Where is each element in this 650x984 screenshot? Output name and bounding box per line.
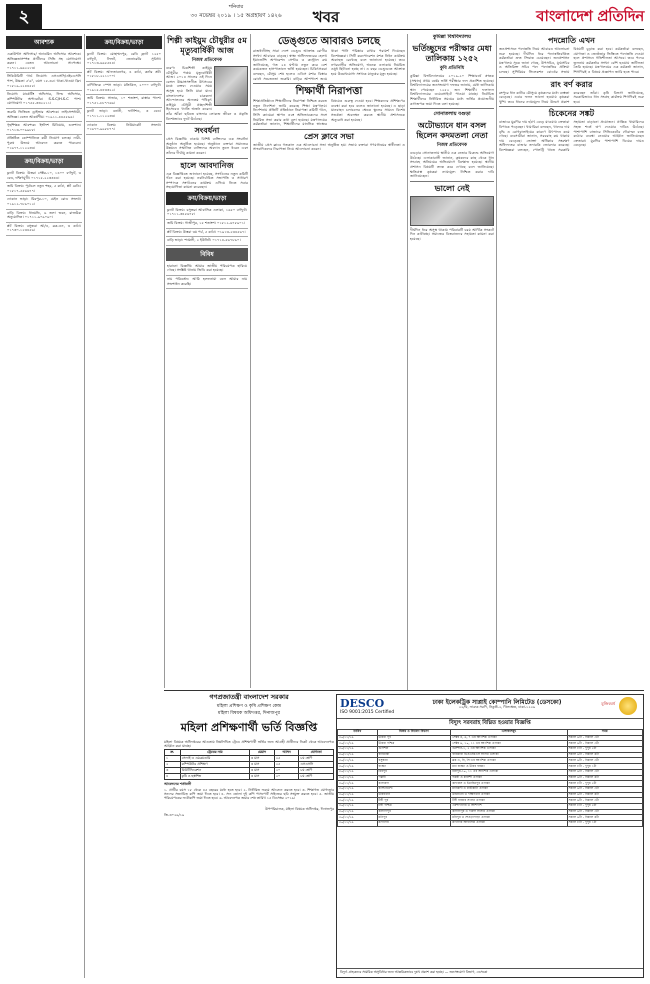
story-headline: প্রেস ক্লাবে সভা [304, 131, 354, 141]
divider [410, 181, 494, 182]
table-cell: ২০ [274, 767, 299, 773]
notice-table [164, 749, 334, 780]
story-body: বাজারে মুরগির দাম হঠাৎ বেড়ে যাওয়ায় ক্রেতারা বিপাকে পড়েছেন। খামারিরা বলছেন, খাদ্যের দাম বৃদ্ধি ও রোগবালাইয়ের কারণে উৎপাদন কমে গেছে। ব্যবসায়ীরা জানান, সরবরাহ কম থাকায় দাম বেড়েছে। ভোক্তা অধিকার সংরক্ষণ অধিদফতর বাজার তদারকি জোরদার করেছে। বিশেষজ্ঞরা বলছেন, পোলট্রি খাতে সরকারি সহায়তা বাড়ানো প্রয়োজন। প্রান্তিক খামারিদের সহজ শর্তে ঋণ দেওয়ার দাবিও উঠেছে। পাশাপাশি বাজারে সিন্ডিকেটের দৌরাত্ম্য বন্ধে কঠোর ব্যবস্থা নেওয়ার আহ্বান জানিয়েছেন ক্রেতারা। মুরগির পাশাপাশি ডিমের দামও বেড়েছে। [499, 120, 644, 152]
category-heading: ক্রয়/বিক্রয়/ভাড়া [6, 155, 82, 168]
table-cell: ৩০/১১/১৯ [338, 735, 378, 741]
table-cell: ৩০/১১/১৯ [338, 815, 378, 821]
table-cell: সেক্টর ৯, ১০, ১১ এর আংশিক এলাকা [451, 741, 567, 747]
category-heading: ক্রয়/বিক্রয়/ভাড়া [86, 36, 162, 49]
table-body [338, 735, 643, 826]
classified-ad: ফ্ল্যাট বিক্রয়: উত্তরা সেক্টর-১০, ১৪০০ বর্গফুট, ৩ বেড, দক্ষিণমুখী। ০১৭১৫-২২৩৩৪৪। [6, 170, 82, 183]
government-notice-ad [164, 692, 334, 978]
table-cell: সকাল ৮টা - দুপুর ১টা [567, 821, 642, 827]
notice-intro: মহিলা বিষয়ক অধিদপ্তরের আওতায় নিম্নলিখিত ট্রেডে প্রশিক্ষণার্থী ভর্তির জন্য আগ্রহী প্রার্থীদের নিকট থেকে আবেদনপত্র আহ্বান করা যাচ্ছে। [164, 740, 334, 749]
table-cell: ৩ মাস [249, 773, 274, 779]
story-kicker: সোনাতলায় বগুড়া [433, 111, 471, 118]
classified-ad: নিয়োগ: মার্কেটিং অফিসার, ফিল্ড অফিসার, কম্পিউটার অপারেটর। S.S.C/H.S.C পাশ। যোগাযোগ ০১৭৫৫-৩৩২২১১। [6, 91, 82, 109]
classified-ad: প্লট বিক্রয়: আফতাবনগর, ৪ কাঠা, কর্নার প্লট। ০১৮১৮-২২১১০০। [86, 69, 162, 82]
table-cell: সকাল ৯টা - বিকাল ৪টা [567, 815, 642, 821]
table-cell: ৩০/১১/১৯ [338, 809, 378, 815]
story-byline: কুবি প্রতিনিধি [439, 66, 465, 71]
table-cell: ব্লক এ, বি, সি এর আংশিক এলাকা [451, 758, 567, 764]
category-heading: বিবিধ [166, 248, 248, 261]
notice-conditions: ১. প্রার্থীর বয়স ১৮ থেকে ৪৫ বছরের মধ্যে হতে হবে। ২. নির্ধারিত ফরমে আবেদন করতে হবে। ৩. শিক্ষাগত যোগ্যতার সনদের সত্যায়িত কপি জমা দিতে হবে। ৪. সদ্য তোলা দুই কপি পাসপোর্ট সাইজের ছবি সংযুক্ত করতে হবে। ৫. জাতীয় পরিচয়পত্রের ফটোকপি জমা দিতে হবে। ৬. আবেদনপত্র জমার শেষ তারিখ ১৫ ডিসেম্বর ২০১৯। [164, 787, 334, 801]
table-cell: উত্তরা পশ্চিম [377, 741, 451, 747]
page-header [6, 4, 644, 30]
news-column-4 [253, 34, 405, 690]
divider [253, 129, 405, 130]
table-cell: ৩০/১১/১৯ [338, 752, 378, 758]
table-cell: ৩০/১১/১৯ [338, 798, 378, 804]
table-cell: মিরপুর-১০, ১১ এর আংশিক এলাকা [451, 769, 567, 775]
table-cell: রূপনগর [377, 821, 451, 827]
story-headline: পদন্নোতি এখন [548, 36, 595, 45]
portrait-photo [214, 66, 248, 106]
table-cell: ৩০/১১/১৯ [338, 747, 378, 753]
story-body: দীর্ঘদিন ধরে অসুস্থ থাকায় পরিবারটি চরম আর্থিক সংকটে দিন কাটাচ্ছে। সমাজের বিত্তবানদের সহায়তা কামনা করা হয়েছে। [410, 227, 494, 241]
story-with-photo [166, 66, 248, 121]
table-cell: কাফরুল [377, 781, 451, 787]
table-cell: ৩ [165, 767, 181, 773]
table-cell: উত্তরখান [377, 792, 451, 798]
table-cell: উত্তরা পূর্ব [377, 735, 451, 741]
classified-ad: নাম পরিবর্তন: আমি হলফনামা বলে আমার নাম সংশোধন করেছি। [166, 276, 248, 289]
story-body: রাজধানীসহ সারা দেশে ডেঙ্গু আক্রান্ত রোগীর সংখ্যা আবারও বাড়ছে। স্বাস্থ্য অধিদফতরের হেলথ ইমার্জেন্সি অপারেশন সেন্টার ও কন্ট্রোল রুম জানিয়েছে, গত ২৪ ঘণ্টায় নতুন করে বেশ কয়েকজন হাসপাতালে ভর্তি হয়েছেন। চিকিৎসকরা বলছেন, মৌসুম শেষ হলেও এডিস মশার বিস্তার রোধে সচেতনতা জরুরি। বাড়ির আশপাশে জমে থাকা পানি পরিষ্কার রাখার পরামর্শ দিয়েছেন বিশেষজ্ঞরা। সিটি করপোরেশন মশক নিধন কার্যক্রম অব্যাহত রেখেছে বলে জানানো হয়েছে। তবে নগরবাসীর অভিযোগ, অনেক এলাকায় নিয়মিত ওষুধ ছিটানো হচ্ছে না। এ বছর ডেঙ্গুতে আক্রান্ত হয়ে উল্লেখযোগ্য সংখ্যক মানুষের মৃত্যু হয়েছে। [253, 49, 405, 81]
table-header-cell: বিক্রয় ও বিতরণ বিভাগ [377, 730, 451, 736]
table-cell: ৩০/১১/১৯ [338, 758, 378, 764]
story-headline: শিল্পী কাইয়ুম চৌধুরীর ৫ম মৃত্যুবার্ষিকী আজ [167, 36, 247, 55]
story-kicker: কুমিল্লা বিশ্ববিদ্যালয় [433, 34, 471, 40]
story-body: বরেণ্য চিত্রশিল্পী কাইয়ুম চৌধুরীর পঞ্চম মৃত্যুবার্ষিকী আজ। ২০১৪ সালের এই দিনে বেঙ্গল উচ্চাঙ্গসংগীত উৎসবের মঞ্চে বক্তব্য দেওয়ার সময় অসুস্থ হয়ে তিনি মারা যান। বাংলাদেশের চারুকলা আন্দোলনের অন্যতম পথিকৃৎ কাইয়ুম চৌধুরী প্রচ্ছদশিল্পী হিসেবেও খ্যাতি অর্জন করেন। তাঁর আঁকা ছবিতে বাংলার লোকজ জীবন ও প্রকৃতি বিশেষভাবে ফুটে উঠেছে। [166, 66, 248, 121]
table-cell: ১ [165, 755, 181, 761]
table-cell: কাফরুল ও ইব্রাহিমপুর এলাকা [451, 781, 567, 787]
table-cell: ৩০/১১/১৯ [338, 821, 378, 827]
column-rule [496, 34, 497, 690]
table-cell: ৩০/১১/১৯ [338, 803, 378, 809]
table-cell: সকাল ৯টা - বিকাল ৩টা [567, 798, 642, 804]
notice-footer: বিদ্যুৎ গ্রাহকদের সাময়িক অসুবিধার জন্য আন্তরিকভাবে দুঃখ প্রকাশ করা হচ্ছে। — জনসংযোগ বিভাগ, ডেসকো [337, 968, 643, 977]
story-headline: সংবর্ধনা [194, 126, 220, 136]
table-cell: সকাল ৯টা - বিকাল ৪টা [567, 752, 642, 758]
classified-ad: বাণিজ্যিক স্পেস ভাড়া: মতিঝিল, ২০০০ বর্গফুট। ০১৯১৫-৪৪৩৩২২। [86, 82, 162, 95]
classified-ad: জমি বিক্রয়: পূর্বাচল নতুন শহর, ৫ কাঠা, প্লট রেডি। ০১৮১৭-৫৫৬৬৭৭। [6, 183, 82, 196]
divider [253, 83, 405, 84]
classified-ad: বাড়ি ভাড়া: শ্যামলী, ২ ইউনিট। ০১৭১৪-৫৬৭৮৯০। [166, 237, 248, 246]
table-cell: কল্যাণপুর ও দারুস সালাম এলাকা [451, 809, 567, 815]
classified-ad: সিকিউরিটি গার্ড নিয়োগ: এসএসসি/এইচএসসি পাশ, উচ্চতা ৫'৬", বয়স ১৮-৩৫। থাকা-খাওয়া ফ্রি। ০১৮১৯-২২৪৪৫৫। [6, 73, 82, 91]
story-headline: চিকেনের সঙ্কট [548, 109, 595, 119]
table-cell: সকাল ৯টা - বিকাল ৩টা [567, 758, 642, 764]
table-cell: সকাল ৯টা - বিকাল ৩টা [567, 741, 642, 747]
table-cell: টঙ্গী পূর্ব [377, 798, 451, 804]
news-photo [410, 196, 494, 226]
story-body: রংপুরে ধান কাটার মৌসুমে কৃষকদের মধ্যে ব্যস্ততা বেড়েছে। এবার ফলন ভালো হওয়ায় কৃষকরা খুশি। তবে ধানের ন্যায্যমূল্য নিয়ে উদ্বেগ প্রকাশ করেছেন তাঁরা। কৃষি বিভাগ জানিয়েছে, সরকারিভাবে ধান সংগ্রহ কার্যক্রম শিগগিরই শুরু হবে। [499, 90, 644, 104]
story-byline: নিজস্ব প্রতিবেদক [191, 58, 223, 63]
notice-signature: উপপরিচালক, মহিলা বিষয়ক অধিদপ্তর, দিনাজপুর [265, 806, 334, 811]
story-byline: নিজস্ব প্রতিবেদক [436, 143, 468, 149]
table-cell: ৩০/১১/১৯ [338, 792, 378, 798]
table-cell: এরশাদনগর ও আশপাশ [451, 803, 567, 809]
table-cell: মানিকদী ও মাটিকাটা এলাকা [451, 786, 567, 792]
divider [166, 123, 248, 124]
table-cell: ৩০/১১/১৯ [338, 786, 378, 792]
table-cell: ক্যান্টনমেন্ট [377, 786, 451, 792]
ad-separator [164, 690, 644, 691]
notice-office-line: মহিলা প্রশিক্ষণ ও কৃষি প্রশিক্ষণ কেন্দ্র [216, 704, 282, 709]
notice-subtitle: বিদ্যুৎ সরবরাহ বিঘ্নিত হওয়ার বিজ্ঞপ্তি [449, 720, 531, 726]
table-header-cell: ট্রেডের নাম [180, 749, 249, 755]
table-cell: রূপনগর আবাসিক এলাকা [451, 821, 567, 827]
table-cell: বারিধারা ডিওএইচএস সংলগ্ন এলাকা [451, 752, 567, 758]
issue-date: ৩০ নভেম্বর ২০১৯ । ১৫ অগ্রহায়ণ ১৪২৬ [190, 13, 282, 19]
table-cell: সেক্টর ৪, ৬, ৭ এর আংশিক এলাকা [451, 735, 567, 741]
classifieds-column-2 [86, 34, 162, 688]
table-cell: ৩০/১১/১৯ [338, 775, 378, 781]
story-body: জাতীয় প্রেস ক্লাবে গতকাল এক আলোচনা সভা অনুষ্ঠিত হয়। সভায় বক্তারা গণমাধ্যমের স্বাধীনতা ও সাংবাদিকদের নিরাপত্তা নিয়ে আলোচনা করেন। [253, 142, 405, 152]
story-headline: অটোভ্যানে ধান বসল ছিলেন কদমতলা নেতা [416, 121, 488, 141]
table-cell: সকাল ৮টা - দুপুর ২টা [567, 781, 642, 787]
desco-notice-ad [336, 694, 644, 978]
table-cell: মধ্য বাড্ডা ও উত্তর বাড্ডা [451, 764, 567, 770]
table-cell: সকাল ৯টা - বিকাল ৪টা [567, 792, 642, 798]
table-cell: কল্যাণপুর [377, 809, 451, 815]
desco-header [337, 695, 643, 719]
notice-title: মহিলা প্রশিক্ষণার্থী ভর্তি বিজ্ঞপ্তি [180, 721, 318, 734]
section-title: খবর [312, 8, 340, 26]
story-headline: ডেঙ্গুতে আবারও চলছে [277, 36, 381, 47]
table-header-cell: এলাকাসমূহ [451, 730, 567, 736]
story-headline: রাং বর্ণ করার [550, 79, 593, 89]
table-cell: ২ [165, 761, 181, 767]
table-cell: সকাল ৯টা - বিকাল ৩টা [567, 735, 642, 741]
table-header-cell: আসন [274, 749, 299, 755]
table-cell: গুলশান [377, 747, 451, 753]
masthead-logo: বাংলাদেশ প্রতিদিন [536, 7, 644, 25]
table-cell: বারিধারা [377, 752, 451, 758]
table-cell: সকাল ৮টা - দুপুর ২টা [567, 803, 642, 809]
table-cell: ২০ [274, 773, 299, 779]
table-cell: ৮ম শ্রেণি [299, 773, 334, 779]
table-cell: পল্লবী ও কালশী এলাকা [451, 775, 567, 781]
table-cell: বিউটিফিকেশন [180, 767, 249, 773]
table-cell: টঙ্গী বাজার সংলগ্ন এলাকা [451, 798, 567, 804]
column-rule [164, 34, 165, 688]
classified-ad: প্লট বিক্রয়: বসুন্ধরা আ/এ, ব্লক-এন, ৩ কাঠা। ০১৭৩০-১২৩৪৫৬। [6, 223, 82, 236]
table-cell: ৮ম শ্রেণি [299, 755, 334, 761]
classified-ad: দোকান বিক্রয়: নিউমার্কেট সংলগ্ন। ০১৬৭০-৯৯৮৮৭৭। [86, 122, 162, 135]
classified-ad: প্লট বিক্রয়: উত্তরা ৩য় পর্ব, ৫ কাঠা। ০১৯১৩-২৩৪৫৬৭। [166, 229, 248, 238]
column-rule [250, 34, 251, 688]
notice-govt-line: গণপ্রজাতন্ত্রী বাংলাদেশ সরকার [209, 693, 289, 701]
table-cell: পল্লবী [377, 775, 451, 781]
divider [166, 158, 248, 159]
table-cell: বসুন্ধরা [377, 758, 451, 764]
story-body: প্রেস বিজ্ঞপ্তি: ঢাকায় বিশিষ্ট ব্যক্তিদের এক সংবর্ধনা অনুষ্ঠান অনুষ্ঠিত হয়েছে। অনুষ্ঠানে বক্তারা সমাজের উন্নয়নে সম্মানিত ব্যক্তিদের অবদান তুলে ধরেন এবং তাঁদের দীর্ঘায়ু কামনা করেন। [166, 137, 248, 155]
classified-ad: বাড়ি বিক্রয়: ধানমন্ডি, ৬ তলা ভবন, রাজউক অনুমোদিত। ০১৭১১-৯০৯০৯০। [6, 210, 82, 223]
table-cell: ৮ম শ্রেণি [299, 767, 334, 773]
news-column-6 [499, 34, 644, 690]
table-header-cell: সময় [567, 730, 642, 736]
table-cell: সেলাই ও এমব্রয়ডারি [180, 755, 249, 761]
table-cell: মনিপুর [377, 815, 451, 821]
table-row [338, 821, 643, 827]
table-cell: সকাল ৮টা - দুপুর ২টা [567, 747, 642, 753]
divider [410, 108, 494, 109]
column-rule [84, 34, 85, 978]
table-row [165, 773, 334, 779]
news-column-5 [410, 34, 494, 690]
classified-ad: হারানো বিজ্ঞপ্তি: আমার জাতীয় পরিচয়পত্র হারিয়ে গেছে। সংশ্লিষ্ট থানায় জিডি করা হয়েছে। [166, 263, 248, 276]
table-cell: ৩ মাস [249, 767, 274, 773]
slogan: মুজিববর্ষ [601, 701, 615, 706]
classified-ad: জমি বিক্রয়: গাজীপুর, ১৫ শতাংশ। ০১৮১২-৬৭৮৯০১। [166, 220, 248, 229]
company-name: ঢাকা ইলেকট্রিক সাপ্লাই কোম্পানি লিমিটেড (ডেসকো) [432, 699, 562, 706]
table-cell: ৩০/১১/১৯ [338, 764, 378, 770]
story-body: কুমিল্লা বিশ্ববিদ্যালয়ের ২০১৯-২০ শিক্ষাবর্ষে স্নাতক (সম্মান) প্রথম বর্ষের ভর্তি পরীক্ষার ফল প্রকাশিত হয়েছে। বিশ্ববিদ্যালয়ের জনসংযোগ দফতর জানায়, মেধা তালিকায় স্থান পেয়েছেন ১২৫২ জন শিক্ষার্থী। ফলাফল বিশ্ববিদ্যালয়ের ওয়েবসাইটে পাওয়া যাচ্ছে। নির্বাচিত শিক্ষার্থীদের নির্ধারিত সময়ের মধ্যে ভর্তির প্রয়োজনীয় কাগজপত্র জমা দিতে বলা হয়েছে। [410, 74, 494, 106]
table-cell: ২৫ [274, 755, 299, 761]
table-cell: ৩০/১১/১৯ [338, 769, 378, 775]
divider [499, 106, 644, 107]
table-header-cell: তারিখ [338, 730, 378, 736]
table-cell: সকাল ৮টা - দুপুর ১টা [567, 764, 642, 770]
issue-day: শনিবার [228, 4, 244, 10]
classified-ad: দোকান ভাড়া: মিরপুর-১০, মেইন রোড সংলগ্ন। ০১৯১২-৭৮৯০১২। [6, 196, 82, 209]
table-cell: কম্পিউটার প্রশিক্ষণ [180, 761, 249, 767]
table-cell: গুলশান-১, ২ এর আংশিক এলাকা [451, 747, 567, 753]
classified-ad: ফ্ল্যাট বিক্রয়: মোহাম্মদপুর, রেডি ফ্ল্যাট ১২৫০ বর্গফুট, লিফট, জেনারেটর সুবিধা। ০১৭১৩-৬৬৫৫৪৪। [86, 51, 162, 69]
classified-ad: ফ্ল্যাট ভাড়া: বনানী, ফার্নিশড, ৩ বেড। ০১৭১১-১১২২৩৩। [86, 108, 162, 121]
table-cell: কৃষি ও হস্তশিল্প [180, 773, 249, 779]
company-address: ২২/বি, ফারুক সরণি, নিকুঞ্জ-২, খিলক্ষেত, ঢাকা-১২২৯ [458, 705, 536, 709]
table-cell: সকাল ৯টা - বিকাল ৩টা [567, 809, 642, 815]
story-headline: ভর্তিচ্ছুদের পরীক্ষার মেধা তালিকায় ১২৫২ [412, 44, 492, 63]
table-cell: সকাল ৯টা - বিকাল ৩টা [567, 769, 642, 775]
page-number: ২ [6, 4, 42, 30]
table-cell: উত্তরখান ও দক্ষিণখান এলাকা [451, 792, 567, 798]
divider [499, 77, 644, 78]
news-column-3 [166, 34, 248, 688]
classified-ad: গৃহশিক্ষক আবশ্যক: ইংলিশ মিডিয়াম, গুলশান। ০১৭১৩-০০৯৯৮৮। [6, 122, 82, 135]
desco-logo: DESCO [340, 697, 385, 710]
table-cell: ২৫ [274, 761, 299, 767]
outage-schedule-table [337, 729, 643, 827]
category-heading: আবশ্যক [6, 36, 82, 49]
story-headline: শিক্ষার্থী নিরাপত্তা [295, 86, 363, 98]
notice-conditions-title: আবেদনের শর্তাবলী [164, 781, 192, 786]
table-cell: এসএসসি [299, 761, 334, 767]
story-headline: হালে আবদানিজ [180, 160, 234, 170]
classified-ad: জমি বিক্রয়: সাভার, ১০ শতাংশ, রাস্তার পাশে। ০১৭৫১-৮৮৭৭৬৬। [86, 95, 162, 108]
column-rule [407, 34, 408, 690]
classified-ad: ফ্ল্যাট বিক্রয়: বসুন্ধরা আবাসিক এলাকা, ১৬৫০ বর্গফুট। ০১৭১১-৩৪৫৬৭৮। [166, 207, 248, 220]
table-cell: সকাল ৯টা - বিকাল ৪টা [567, 775, 642, 781]
classifieds-column-1 [6, 34, 82, 978]
table-cell: মিরপুর [377, 769, 451, 775]
classified-ad: একাউন্টস অফিসার/ অ্যাডমিন অফিসার আবশ্যক। অভিজ্ঞতাসম্পন্ন প্রার্থীদের সিভি সহ যোগাযোগ করুন। বেতন আলোচনা সাপেক্ষে। ০১৭১১-৬৬২২১৩। [6, 51, 82, 73]
table-cell: বাড্ডা [377, 764, 451, 770]
story-body: শিক্ষাপ্রতিষ্ঠানে শিক্ষার্থীদের নিরাপত্তা নিশ্চিত করতে নতুন নির্দেশনা জারি করেছে শিক্ষা মন্ত্রণালয়। নির্দেশনায় প্রতিটি প্রতিষ্ঠানে নিরাপত্তা কমিটি গঠন, সিসি ক্যামেরা স্থাপন এবং অভিভাবকদের সঙ্গে নিয়মিত সভা করার কথা বলা হয়েছে। মন্ত্রণালয়ের কর্মকর্তারা জানান, শিক্ষার্থীদের মানসিক স্বাস্থ্যের বিষয়েও গুরুত্ব দেওয়া হবে। শিক্ষকদের প্রশিক্ষণের ব্যবস্থা করা হবে বলেও জানানো হয়েছে। এ ছাড়া যানবাহন চলাচলের ক্ষেত্রে স্কুলের সামনে বিশেষ সতর্কতা অবলম্বন করতে স্থানীয় প্রশাসনকে অনুরোধ করা হয়েছে। [253, 99, 405, 127]
story-body: জনপ্রশাসনে পদোন্নতি নিয়ে আবারও আলোচনা শুরু হয়েছে। দীর্ঘদিন ধরে পদোন্নতিবঞ্চিত কর্মকর্তারা দ্রুত সিদ্ধান্ত চেয়েছেন। জনপ্রশাসন মন্ত্রণালয় সূত্রে জানা গেছে, উপসচিব, যুগ্মসচিব ও অতিরিক্ত সচিব পদে পদোন্নতির প্রক্রিয়া চলছে। সুপিরিয়র সিলেকশন বোর্ডের সভায় বিষয়টি চূড়ান্ত করা হবে। কর্মকর্তারা বলছেন, যোগ্যতা ও জ্যেষ্ঠতার ভিত্তিতে পদোন্নতি দেওয়া হলে প্রশাসনে গতিশীলতা আসবে। তবে পদের তুলনায় কর্মকর্তার সংখ্যা বেশি হওয়ায় জটিলতা তৈরি হয়েছে। মন্ত্রণালয়ের এক কর্মকর্তা জানান, শিগগিরই এ বিষয়ে প্রজ্ঞাপন জারি হতে পারে। [499, 47, 644, 74]
category-heading: ক্রয়/বিক্রয়/ভাড়া [166, 192, 248, 205]
table-cell: ৩ মাস [249, 755, 274, 761]
story-headline: ভালো নেই [434, 183, 470, 193]
table-cell: ৩০/১১/১৯ [338, 781, 378, 787]
classified-ad: জরুরি ভিত্তিতে ড্রাইভার আবশ্যক। লাইসেন্সধারী, অভিজ্ঞ। বেতন আকর্ষণীয়। ০১৯১১-৪৪৫৫৬৬। [6, 109, 82, 122]
classified-ad: প্রতিষ্ঠিত কোম্পানিতে কর্মী নিয়োগ চলছে। নারী-পুরুষ উভয়ে আবেদন করতে পারবেন। ০১৬৭৭-১১২২৩৩। [6, 135, 82, 153]
table-cell: ৪ [165, 773, 181, 779]
table-header-cell: ক্র. [165, 749, 181, 755]
story-body: বগুড়ার সোনাতলায় স্থানীয় এক নেতার বিরুদ্ধে অভিযোগ উঠেছে। এলাকাবাসী জানান, কৃষকদের কাছ থেকে ধান সংগ্রহে অনিয়মের অভিযোগে বিক্ষোভ হয়েছে। স্থানীয় প্রশাসন বিষয়টি তদন্ত করে দেখছে বলে জানিয়েছে। ক্ষতিগ্রস্ত কৃষকরা ন্যায্যমূল্য নিশ্চিত করার দাবি জানিয়েছেন। [410, 151, 494, 179]
table-cell: মনিপুর ও শেওড়াপাড়া এলাকা [451, 815, 567, 821]
table-cell: ৩ মাস [249, 761, 274, 767]
iso-badge: ISO 9001:2015 Certified [340, 710, 395, 715]
table-header-cell: মেয়াদ [249, 749, 274, 755]
story-body: এক বিজ্ঞপ্তিতে জানানো হয়েছে, সংগঠনের নতুন কমিটি গঠন করা হয়েছে। নবনির্বাচিত সভাপতি ও সাধারণ সম্পাদক সংগঠনের কার্যক্রম এগিয়ে নিতে সবার সহযোগিতা কামনা করেছেন। [166, 171, 248, 190]
table-cell: টঙ্গী পশ্চিম [377, 803, 451, 809]
table-header-cell: যোগ্যতা [299, 749, 334, 755]
lightbulb-icon [619, 697, 637, 715]
table-cell: ৩০/১১/১৯ [338, 741, 378, 747]
table-cell: সকাল ৯টা - বিকাল ৩টা [567, 786, 642, 792]
notice-ref: জি-৩০২৯/১৯ [164, 813, 185, 818]
notice-department-line: মহিলা বিষয়ক অধিদপ্তর, দিনাজপুর [217, 711, 281, 716]
